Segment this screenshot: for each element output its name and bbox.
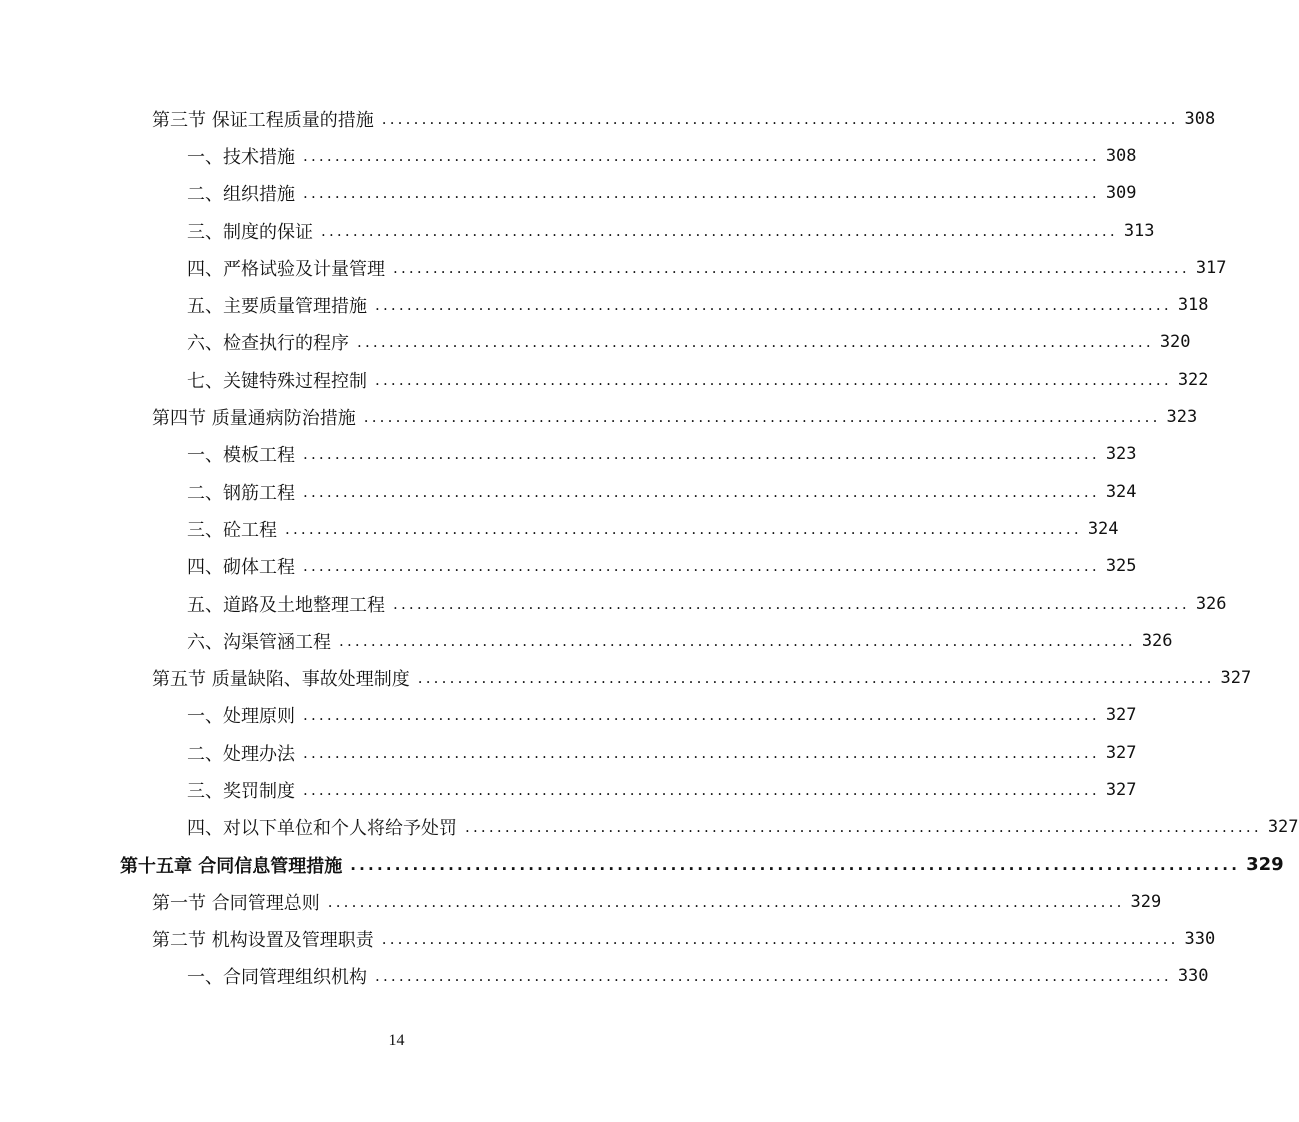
toc-chapter-entry[interactable]: [0, 846, 1284, 883]
page-number: 14: [388, 1032, 405, 1049]
toc-entry-title: 五、主要质量管理措施: [187, 296, 367, 318]
toc-leader-dots: ....................................................................................................: [321, 221, 1118, 240]
toc-page-number: 327: [1105, 742, 1137, 763]
toc-entry-title: 二、钢筋工程: [187, 482, 295, 504]
toc-page-number: 327: [1267, 817, 1299, 838]
toc-item-entry[interactable]: [0, 510, 1119, 547]
toc-leader-dots: ....................................................................................................: [339, 631, 1136, 650]
toc-page-number: 323: [1166, 407, 1198, 428]
toc-item-entry[interactable]: [0, 137, 1137, 174]
toc-entry-title: 四、对以下单位和个人将给予处罚: [187, 818, 457, 840]
toc-page-number: 308: [1184, 108, 1216, 129]
toc-page-number: 327: [1220, 668, 1252, 689]
toc-entry-title: 七、关键特殊过程控制: [187, 370, 367, 392]
toc-leader-dots: ....................................................................................................: [393, 258, 1190, 277]
toc-item-entry[interactable]: [0, 473, 1137, 510]
toc-page-number: 330: [1177, 966, 1209, 987]
toc-entry-title: 三、制度的保证: [187, 221, 313, 243]
toc-page-number: 308: [1105, 145, 1137, 166]
toc-page-number: 318: [1177, 295, 1209, 316]
toc-page-number: 324: [1105, 481, 1137, 502]
toc-leader-dots: ....................................................................................................: [363, 408, 1161, 427]
toc-section-entry[interactable]: [0, 398, 1198, 435]
toc-leader-dots: ....................................................................................................: [393, 594, 1190, 613]
toc-leader-dots: ....................................................................................................: [381, 930, 1179, 949]
toc-leader-dots: ....................................................................................................: [465, 818, 1262, 837]
toc-entry-title: 一、技术措施: [187, 146, 295, 168]
toc-item-entry[interactable]: [0, 212, 1155, 249]
toc-leader-dots: ....................................................................................................: [303, 445, 1100, 464]
toc-page-number: 320: [1159, 332, 1191, 353]
toc-entry-title: 第五节 质量缺陷、事故处理制度: [152, 669, 410, 691]
toc-page-number: 326: [1195, 593, 1227, 614]
toc-leader-dots: ....................................................................................................: [357, 333, 1154, 352]
toc-item-entry[interactable]: [0, 809, 1299, 846]
toc-page-number: 329: [1246, 854, 1284, 876]
toc-leader-dots: ....................................................................................................: [303, 780, 1100, 799]
toc-entry-title: 六、沟渠管涵工程: [187, 631, 331, 653]
toc-item-entry[interactable]: [0, 734, 1137, 771]
toc-entry-title: 一、处理原则: [187, 706, 295, 728]
toc-page-number: 327: [1105, 779, 1137, 800]
toc-entry-title: 第二节 机构设置及管理职责: [152, 930, 374, 952]
toc-page-number: 322: [1177, 369, 1209, 390]
toc-page-number: 309: [1105, 183, 1137, 204]
toc-leader-dots: ....................................................................................................: [381, 109, 1179, 128]
toc-section-entry[interactable]: [0, 100, 1216, 137]
toc-item-entry[interactable]: [0, 548, 1137, 585]
toc-leader-dots: ....................................................................................................: [350, 855, 1241, 874]
toc-leader-dots: ....................................................................................................: [303, 743, 1100, 762]
toc-item-entry[interactable]: [0, 697, 1137, 734]
toc-page-number: 317: [1195, 257, 1227, 278]
toc-entry-title: 四、砌体工程: [187, 557, 295, 579]
toc-leader-dots: ....................................................................................................: [303, 482, 1100, 501]
toc-page-number: 329: [1130, 891, 1162, 912]
toc-item-entry[interactable]: [0, 175, 1137, 212]
toc-leader-dots: ....................................................................................................: [303, 184, 1100, 203]
toc-page-number: 327: [1105, 705, 1137, 726]
toc-entry-title: 一、合同管理组织机构: [187, 967, 367, 989]
toc-entry-title: 第一节 合同管理总则: [152, 892, 320, 914]
toc-entry-title: 三、砼工程: [187, 519, 277, 541]
toc-item-entry[interactable]: [0, 436, 1137, 473]
toc-entry-title: 三、奖罚制度: [187, 780, 295, 802]
toc-leader-dots: ....................................................................................................: [303, 557, 1100, 576]
toc-item-entry[interactable]: [0, 958, 1209, 995]
toc-item-entry[interactable]: [0, 249, 1227, 286]
toc-entry-title: 六、检查执行的程序: [187, 333, 349, 355]
toc-entry-title: 五、道路及土地整理工程: [187, 594, 385, 616]
toc-page-number: 313: [1123, 220, 1155, 241]
toc-section-entry[interactable]: [0, 883, 1162, 920]
toc-page-number: 323: [1105, 444, 1137, 465]
toc-entry-title: 四、严格试验及计量管理: [187, 258, 385, 280]
toc-item-entry[interactable]: [0, 361, 1209, 398]
toc-section-entry[interactable]: [0, 921, 1216, 958]
toc-page-number: 330: [1184, 929, 1216, 950]
toc-leader-dots: ....................................................................................................: [417, 669, 1215, 688]
toc-item-entry[interactable]: [0, 622, 1173, 659]
toc-item-entry[interactable]: [0, 585, 1227, 622]
toc-page-number: 325: [1105, 556, 1137, 577]
table-of-contents: [0, 100, 1299, 995]
toc-page-number: 326: [1141, 630, 1173, 651]
toc-leader-dots: ....................................................................................................: [327, 892, 1125, 911]
toc-section-entry[interactable]: [0, 659, 1252, 696]
toc-entry-title: 第十五章 合同信息管理措施: [120, 855, 343, 877]
toc-leader-dots: ....................................................................................................: [375, 967, 1172, 986]
toc-entry-title: 二、组织措施: [187, 184, 295, 206]
toc-page-number: 324: [1087, 518, 1119, 539]
toc-entry-title: 二、处理办法: [187, 743, 295, 765]
toc-leader-dots: ....................................................................................................: [303, 146, 1100, 165]
toc-leader-dots: ....................................................................................................: [375, 370, 1172, 389]
toc-leader-dots: ....................................................................................................: [375, 296, 1172, 315]
toc-item-entry[interactable]: [0, 324, 1191, 361]
toc-entry-title: 一、模板工程: [187, 445, 295, 467]
toc-entry-title: 第四节 质量通病防治措施: [152, 408, 356, 430]
toc-leader-dots: ....................................................................................................: [285, 519, 1082, 538]
toc-entry-title: 第三节 保证工程质量的措施: [152, 109, 374, 131]
toc-item-entry[interactable]: [0, 286, 1209, 323]
toc-item-entry[interactable]: [0, 771, 1137, 808]
toc-leader-dots: ....................................................................................................: [303, 706, 1100, 725]
